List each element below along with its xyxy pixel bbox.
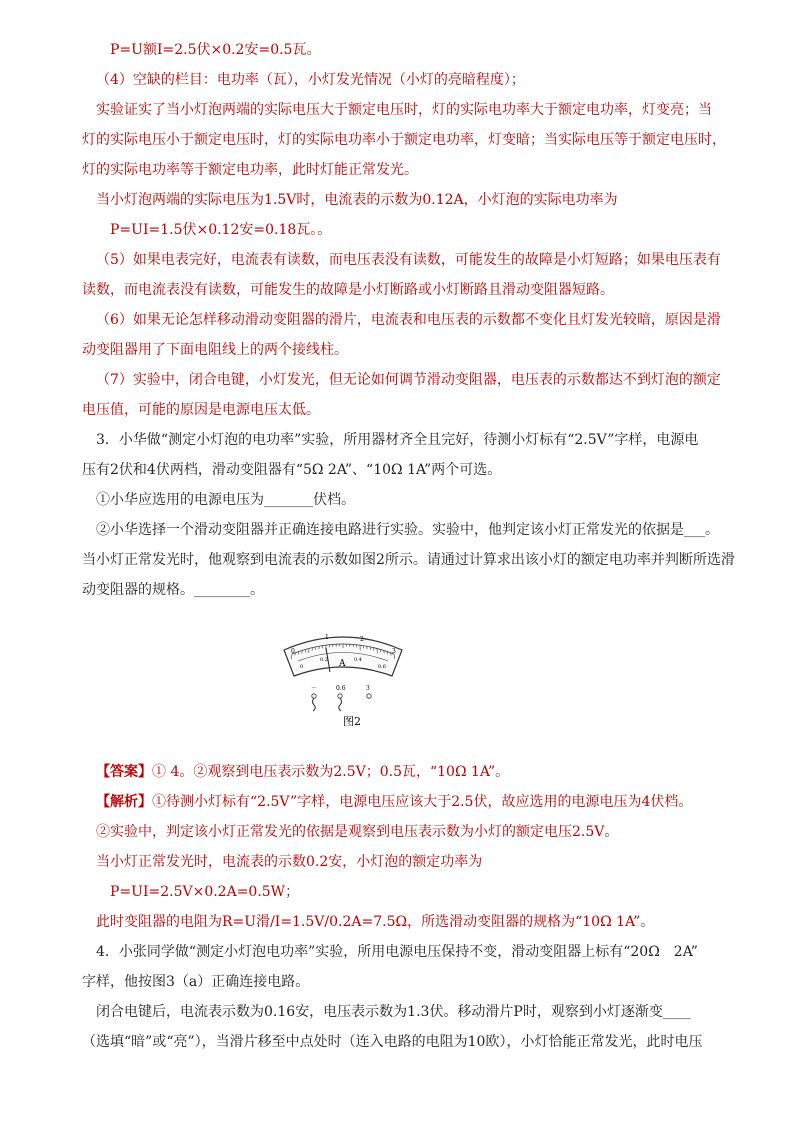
meter-symbol: A [339,659,346,669]
text-line: P=UI=1.5伏×0.12安=0.18瓦。。 [110,222,332,238]
text-line: （6）如果无论怎样移动滑动变阻器的滑片，电流表和电压表的示数都不变化且灯发光较暗，原因是滑 [96,312,721,328]
text-line: 动变阻器的规格。________。 [82,582,264,598]
section-tag: 【答案】 [96,764,152,780]
text-line: ②小华选择一个滑动变阻器并正确连接电路进行实验。实验中，他判定该小灯正常发光的依据是___。 [96,522,719,538]
terminal-circle [367,694,371,698]
text-line: ①小华应选用的电源电压为_______伏档。 [96,492,355,508]
text-line: 灯的实际电功率等于额定电功率，此时灯能正常发光。 [82,162,418,178]
terminal-0-6: 0.6 [336,685,346,692]
wire [313,698,316,711]
inner-scale-0: 0 [300,664,304,670]
text-line: 动变阻器用了下面电阻线上的两个接线柱。 [82,342,348,358]
text-line: （4）空缺的栏目：电功率（瓦），小灯发光情况（小灯的亮暗程度）； [96,72,525,88]
outer-scale-3: 3 [392,648,396,655]
section-text: ① 4。②观察到电压表示数为2.5V；0.5瓦，“10Ω 1A”。 [152,764,510,780]
section-text: ①待测小灯标有“2.5V”字样，电源电压应该大于2.5伏，故应选用的电源电压为4伏档。 [152,794,693,810]
text-line: 闭合电键后，电流表示数为0.16安，电压表示数为1.3伏。移动滑片P时，观察到小灯逐渐变____ [96,1004,691,1020]
text-line: 压有2伏和4伏两档，滑动变阻器有“5Ω 2A”、“10Ω 1A”两个可选。 [82,462,502,478]
terminal-circle [338,694,342,698]
text-line: 当小灯正常发光时，电流表的示数0.2安，小灯泡的额定功率为 [96,854,483,870]
text-line: P=U额I=2.5伏×0.2安=0.5瓦。 [110,42,321,58]
inner-scale-1: 0.2 [320,657,328,663]
text-line: 电压值，可能的原因是电源电压太低。 [82,402,320,418]
text-line [96,762,509,782]
text-line: （7）实验中，闭合电键，小灯发光，但无论如何调节滑动变阻器，电压表的示数都达不到灯泡的额定 [96,372,721,388]
outer-scale-0: 0 [291,648,295,655]
terminal-minus: － [311,685,318,692]
ammeter-figure [278,628,408,738]
text-line: 4．小张同学做“测定小灯泡电功率”实验，所用电源电压保持不变，滑动变阻器上标有“20Ω 2A” [96,944,698,960]
text-line: 当小灯泡两端的实际电压为1.5V时，电流表的示数为0.12A，小灯泡的实际电功率为 [96,192,618,208]
inner-scale-3: 0.6 [378,664,386,670]
terminal-3: 3 [366,685,370,692]
text-line: 读数，而电流表没有读数，可能发生的故障是小灯断路或小灯断路且滑动变阻器短路。 [82,282,614,298]
text-line: 3．小华做“测定小灯泡的电功率”实验，所用器材齐全且完好，待测小灯标有“2.5V”字样，电源电 [96,432,699,448]
text-line [96,792,692,812]
inner-scale-2: 0.4 [354,657,362,663]
text-line: 此时变阻器的电阻为R=U滑/I=1.5V/0.2A=7.5Ω，所选滑动变阻器的规格为“10Ω 1A”。 [96,914,655,930]
meter-face [284,637,402,676]
figure-caption: 图2 [343,715,361,728]
text-line: 灯的实际电压小于额定电压时，灯的实际电功率小于额定电功率，灯变暗；当实际电压等于额定电压时， [82,132,726,148]
text-line: （5）如果电表完好，电流表有读数，而电压表没有读数，可能发生的故障是小灯短路；如果电压表有 [96,252,721,268]
text-line: 字样，他按图3（a）正确连接电路。 [82,974,310,990]
text-line: （选填“暗”或“亮”），当滑片移至中点处时（连入电路的电阻为10欧），小灯恰能正常发光，此时电压 [82,1034,703,1050]
terminal-circle [312,694,316,698]
text-line: ②实验中，判定该小灯正常发光的依据是观察到电压表示数为小灯的额定电压2.5V。 [96,824,619,840]
text-line: P=UI=2.5V×0.2A=0.5W； [110,884,300,900]
outer-scale-2: 2 [360,636,364,643]
text-line: 实验证实了当小灯泡两端的实际电压大于额定电压时，灯的实际电功率大于额定电功率，灯变亮；当 [96,102,712,118]
section-tag: 【解析】 [96,794,152,810]
wire [339,698,342,711]
outer-scale-1: 1 [325,634,329,641]
text-line: 当小灯正常发光时，他观察到电流表的示数如图2所示。请通过计算求出该小灯的额定电功率并判断所选滑 [82,552,735,568]
